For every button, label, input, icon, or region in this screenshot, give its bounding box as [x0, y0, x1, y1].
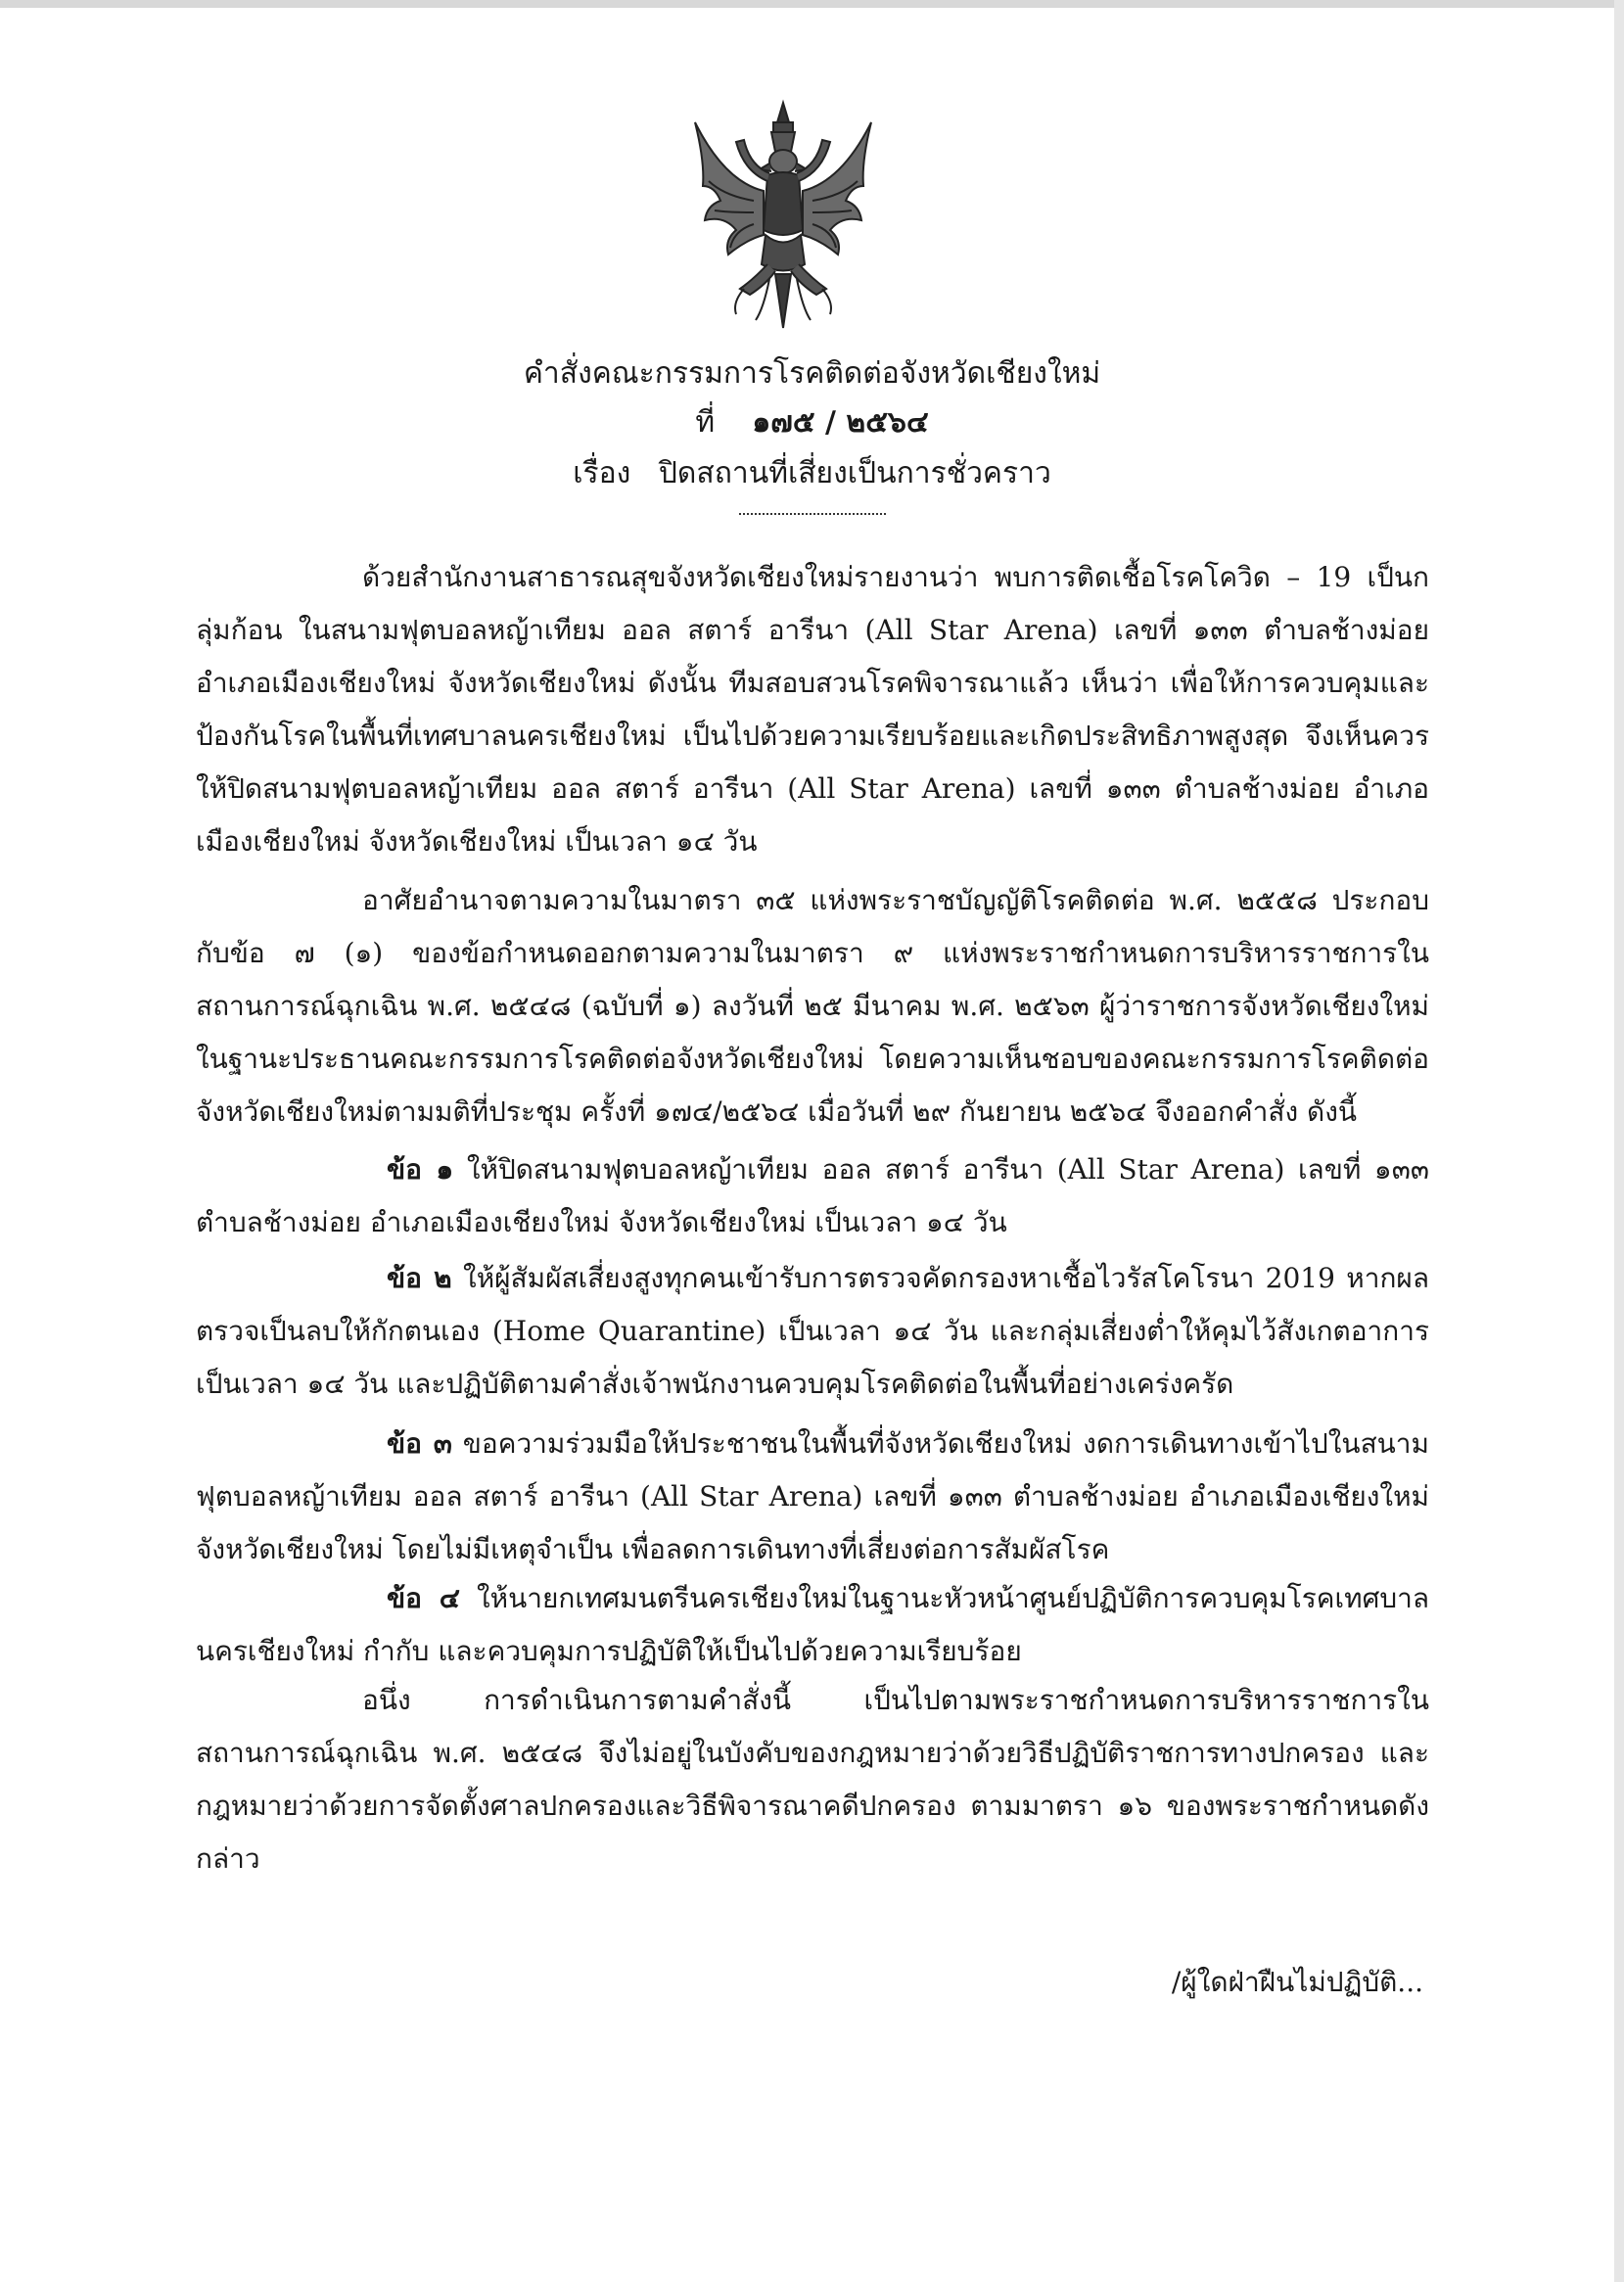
clause-4-label: ข้อ ๔ [387, 1582, 460, 1614]
clause-1-text: ให้ปิดสนามฟุตบอลหญ้าเทียม ออล สตาร์ อารีนา (All Star Arena) เลขที่ ๑๓๓ ตำบลช้างม่อย อำเภอเมืองเชียงใหม่ จังหวัดเชียงใหม่ เป็นเวลา ๑๔ วัน [196, 1153, 1429, 1238]
paragraph-3-text: อนึ่ง การดำเนินการตามคำสั่งนี้ เป็นไปตามพระราชกำหนดการบริหารราชการในสถานการณ์ฉุกเฉิน พ.ศ. ๒๕๔๘ จึงไม่อยู่ในบังคับของกฎหมายว่าด้วยวิธีปฏิบัติราชการทางปกครอง และกฎหมายว่าด้วยการจัดตั้งศาลปกครองและวิธีพิจารณาคดีปกครอง ตามมาตรา ๑๖ ของพระราชกำหนดดังกล่าว [196, 1684, 1429, 1875]
scan-edge-right [1614, 0, 1624, 2282]
scan-edge [0, 0, 1624, 8]
clause-2-label: ข้อ ๒ [387, 1262, 452, 1294]
clause-4 [196, 1572, 1429, 1678]
clause-2-text: ให้ผู้สัมผัสเสี่ยงสูงทุกคนเข้ารับการตรวจคัดกรองหาเชื้อไวรัสโคโรนา 2019 หากผลตรวจเป็นลบให้กักตนเอง (Home Quarantine) เป็นเวลา ๑๔ วัน และกลุ่มเสี่ยงต่ำให้คุมไว้สังเกตอาการ เป็นเวลา ๑๔ วัน และปฏิบัติตามคำสั่งเจ้าพนักงานควบคุมโรคติดต่อในพื้นที่อย่างเคร่งครัด [196, 1262, 1429, 1400]
subject-text: ปิดสถานที่เสี่ยงเป็นการชั่วคราว [658, 456, 1051, 490]
paragraph-1 [196, 551, 1429, 868]
clause-1-label: ข้อ ๑ [387, 1153, 454, 1186]
order-number: ๑๗๕ / ๒๕๖๔ [752, 405, 929, 440]
clause-1 [196, 1143, 1429, 1249]
title-divider [739, 513, 886, 515]
clause-4-text: ให้นายกเทศมนตรีนครเชียงใหม่ในฐานะหัวหน้าศูนย์ปฏิบัติการควบคุมโรคเทศบาลนครเชียงใหม่ กำกับ และควบคุมการปฏิบัติให้เป็นไปด้วยความเรียบร้อย [196, 1582, 1429, 1667]
paragraph-1-text: ด้วยสำนักงานสาธารณสุขจังหวัดเชียงใหม่รายงานว่า พบการติดเชื้อโรคโควิด – 19 เป็นกลุ่มก้อน ในสนามฟุตบอลหญ้าเทียม ออล สตาร์ อารีนา (All Star Arena) เลขที่ ๑๓๓ ตำบลช้างม่อย อำเภอเมืองเชียงใหม่ จังหวัดเชียงใหม่ ดังนั้น ทีมสอบสวนโรคพิจารณาแล้ว เห็นว่า เพื่อให้การควบคุมและป้องกันโรคในพื้นที่เทศบาลนครเชียงใหม่ เป็นไปด้วยความเรียบร้อยและเกิดประสิทธิภาพสูงสุด จึงเห็นควรให้ปิดสนามฟุตบอลหญ้าเทียม ออล สตาร์ อารีนา (All Star Arena) เลขที่ ๑๓๓ ตำบลช้างม่อย อำเภอเมืองเชียงใหม่ จังหวัดเชียงใหม่ เป็นเวลา ๑๔ วัน [196, 561, 1429, 858]
order-number-line [0, 403, 1624, 442]
garuda-emblem-icon [685, 93, 881, 333]
clause-3-text: ขอความร่วมมือให้ประชาชนในพื้นที่จังหวัดเชียงใหม่ งดการเดินทางเข้าไปในสนามฟุตบอลหญ้าเทียม ออล สตาร์ อารีนา (All Star Arena) เลขที่ ๑๓๓ ตำบลช้างม่อย อำเภอเมืองเชียงใหม่ จังหวัดเชียงใหม่ โดยไม่มีเหตุจำเป็น เพื่อลดการเดินทางที่เสี่ยงต่อการสัมผัสโรค [196, 1427, 1430, 1565]
paragraph-2-text: อาศัยอำนาจตามความในมาตรา ๓๕ แห่งพระราชบัญญัติโรคติดต่อ พ.ศ. ๒๕๕๘ ประกอบกับข้อ ๗ (๑) ของข้อกำหนดออกตามความในมาตรา ๙ แห่งพระราชกำหนดการบริหารราชการในสถานการณ์ฉุกเฉิน พ.ศ. ๒๕๔๘ (ฉบับที่ ๑) ลงวันที่ ๒๕ มีนาคม พ.ศ. ๒๕๖๓ ผู้ว่าราชการจังหวัดเชียงใหม่ในฐานะประธานคณะกรรมการโรคติดต่อจังหวัดเชียงใหม่ โดยความเห็นชอบของคณะกรรมการโรคติดต่อจังหวัดเชียงใหม่ตามมติที่ประชุม ครั้งที่ ๑๗๔/๒๕๖๔ เมื่อวันที่ ๒๙ กันยายน ๒๕๖๔ จึงออกคำสั่ง ดังนี้ [196, 884, 1429, 1128]
order-number-prefix: ที่ [695, 405, 716, 440]
subject-line [0, 454, 1624, 493]
clause-3-label: ข้อ ๓ [387, 1427, 452, 1460]
next-page-catchword: /ผู้ใดฝ่าฝืนไม่ปฏิบัติ... [1171, 1966, 1423, 1998]
paragraph-3 [196, 1674, 1429, 1886]
order-title: คำสั่งคณะกรรมการโรคติดต่อจังหวัดเชียงใหม่ [523, 356, 1101, 391]
clause-2 [196, 1252, 1429, 1411]
paragraph-2 [196, 874, 1429, 1139]
clause-3 [196, 1418, 1429, 1576]
subject-prefix: เรื่อง [573, 456, 631, 490]
